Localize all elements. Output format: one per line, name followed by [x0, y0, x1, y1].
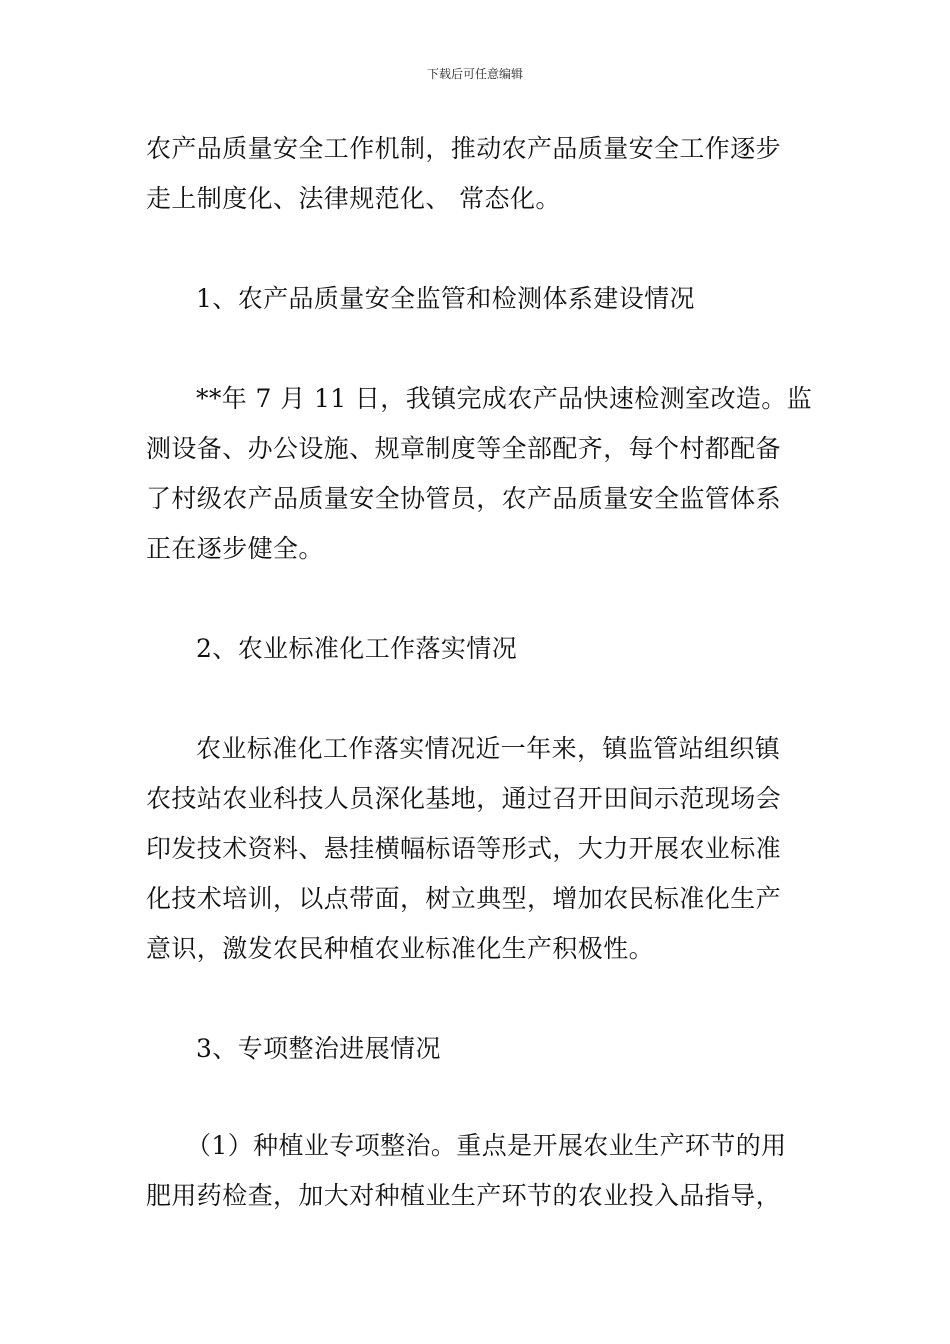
- section-heading-3: [146, 1024, 806, 1074]
- text-line: 农技站农业科技人员深化基地，通过召开田间示范现场会: [146, 784, 782, 813]
- section-heading-1: [146, 274, 806, 324]
- heading-line: 2、农业标准化工作落实情况: [196, 634, 518, 663]
- text-line: **年 7 月 11 日，我镇完成农产品快速检测室改造。监: [196, 384, 813, 413]
- text-line: 印发技术资料、悬挂横幅标语等形式，大力开展农业标准: [146, 834, 782, 863]
- paragraph-standardization: [146, 724, 806, 974]
- paragraph-continuation: [146, 124, 806, 224]
- text-line: 测设备、办公设施、规章制度等全部配齐，每个村都配备: [146, 434, 782, 463]
- text-line: 肥用药检查，加大对种植业生产环节的农业投入品指导，: [146, 1181, 782, 1210]
- text-line: 正在逐步健全。: [146, 534, 324, 563]
- text-line: （1）种植业专项整治。重点是开展农业生产环节的用: [186, 1131, 787, 1160]
- section-heading-2: [146, 624, 806, 674]
- text-line: 了村级农产品质量安全协管员，农产品质量安全监管体系: [146, 484, 782, 513]
- text-line: 化技术培训，以点带面，树立典型，增加农民标准化生产: [146, 884, 782, 913]
- text-line: 走上制度化、法律规范化、 常态化。: [146, 184, 561, 213]
- text-line: 农业标准化工作落实情况近一年来，镇监管站组织镇: [196, 734, 781, 763]
- page-header: 下载后可任意编辑: [426, 67, 523, 81]
- heading-line: 1、农产品质量安全监管和检测体系建设情况: [196, 284, 695, 313]
- heading-line: 3、专项整治进展情况: [196, 1034, 441, 1063]
- text-line: 意识，激发农民种植农业标准化生产积极性。: [146, 934, 655, 963]
- text-line: 农产品质量安全工作机制，推动农产品质量安全工作逐步: [146, 134, 782, 163]
- paragraph-inspection-lab: [146, 374, 813, 574]
- paragraph-planting-rectification: [146, 1121, 806, 1221]
